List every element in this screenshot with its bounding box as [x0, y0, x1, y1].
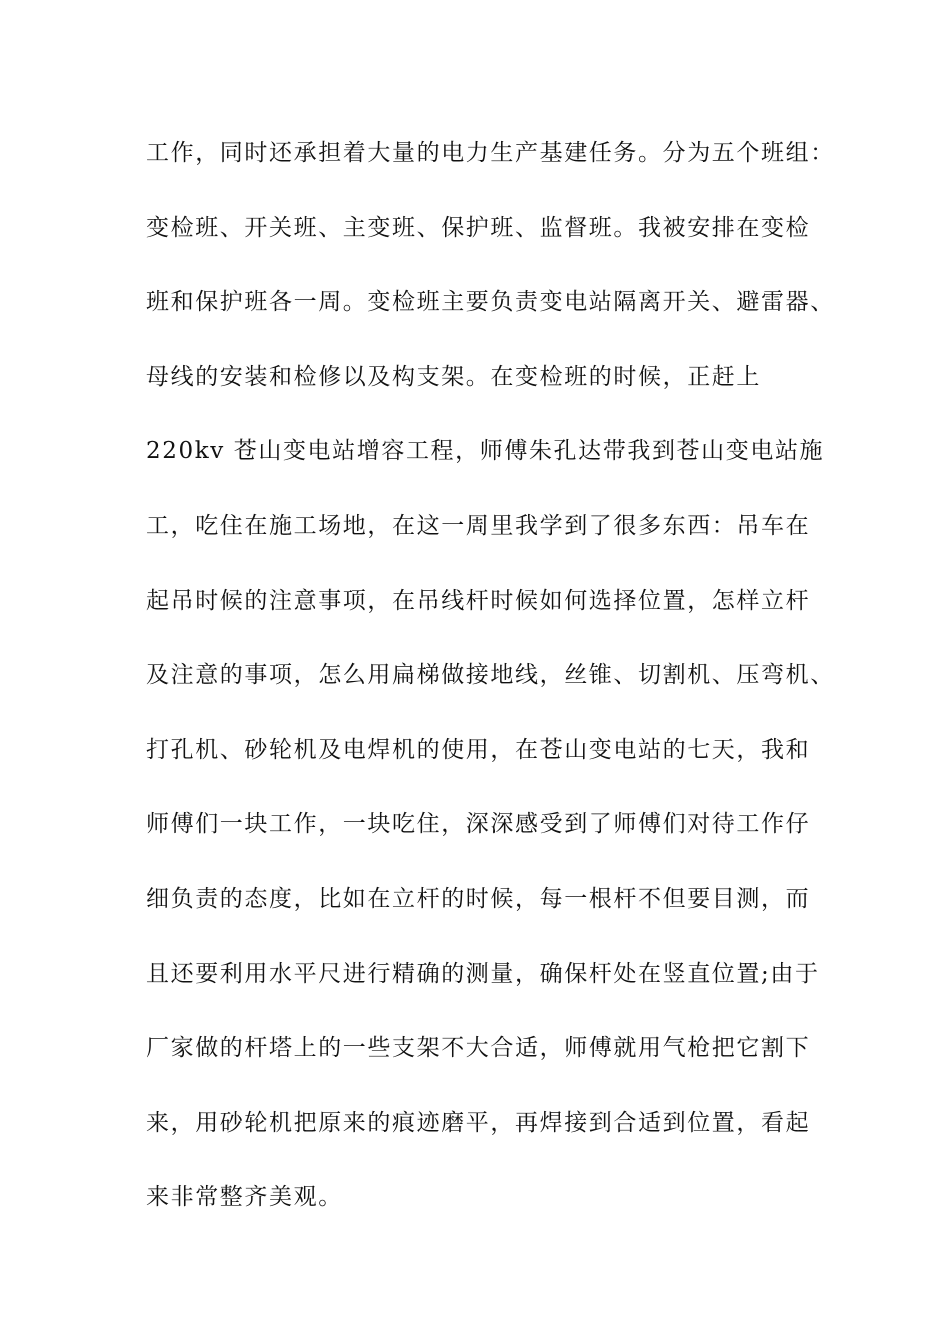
body-text	[146, 133, 835, 1252]
text-line: 变检班、开关班、主变班、保护班、监督班。我被安排在变检	[146, 214, 811, 241]
text-line: 母线的安装和检修以及构支架。在变检班的时候，正赶上	[146, 363, 761, 390]
text-line: 工作，同时还承担着大量的电力生产基建任务。分为五个班组：	[146, 140, 835, 166]
text-line: 工，吃住在施工场地，在这一周里我学到了很多东西：吊车在	[146, 512, 811, 539]
text-line: 师傅们一块工作，一块吃住，深深感受到了师傅们对待工作仔	[146, 811, 811, 838]
text-line: 且还要利用水平尺进行精确的测量，确保杆处在竖直位置;由于	[146, 960, 820, 987]
text-line: 来，用砂轮机把原来的痕迹磨平，再焊接到合适到位置，看起	[146, 1109, 811, 1136]
text-line: 细负责的态度，比如在立杆的时候，每一根杆不但要目测，而	[146, 885, 811, 912]
text-line: 起吊时候的注意事项，在吊线杆时候如何选择位置，怎样立杆	[146, 587, 811, 614]
text-line: 来非常整齐美观。	[146, 1184, 343, 1211]
text-line: 220kv 苍山变电站增容工程，师傅朱孔达带我到苍山变电站施	[146, 438, 825, 465]
text-line: 班和保护班各一周。变检班主要负责变电站隔离开关、避雷器、	[146, 289, 835, 316]
text-line: 厂家做的杆塔上的一些支架不大合适，师傅就用气枪把它割下	[146, 1035, 811, 1062]
text-line: 打孔机、砂轮机及电焊机的使用，在苍山变电站的七天，我和	[146, 736, 811, 763]
text-line: 及注意的事项，怎么用扁梯做接地线，丝锥、切割机、压弯机、	[146, 662, 835, 689]
